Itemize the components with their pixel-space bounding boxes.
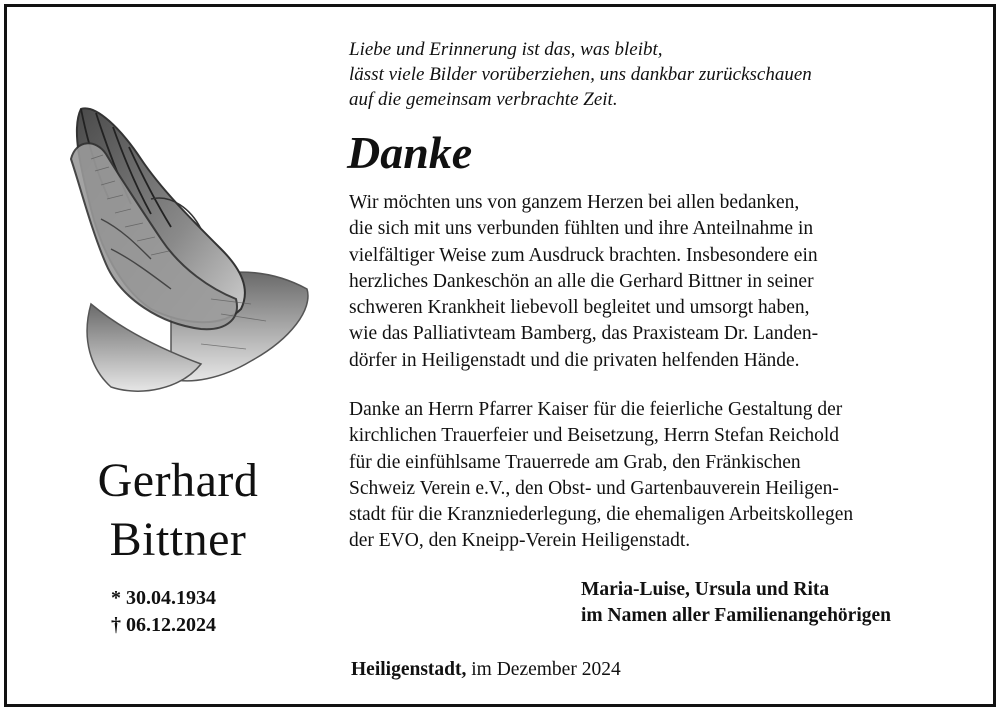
praying-hands-icon	[51, 99, 315, 399]
text-line: schweren Krankheit liebevoll begleitet und umsorgt haben,	[349, 297, 810, 319]
family-signature	[581, 577, 891, 629]
place-date: im Dezember 2024	[466, 659, 621, 680]
birth-date: * 30.04.1934	[111, 587, 216, 609]
place-and-date	[351, 657, 621, 683]
text-line: stadt für die Kranzniederlegung, die ehemaligen Arbeitskollegen	[349, 504, 854, 526]
thanks-paragraph-1	[349, 190, 818, 374]
text-line: herzliches Dankeschön an alle die Gerhard Bittner in seiner	[349, 270, 814, 292]
thanks-paragraph-2	[349, 397, 853, 555]
text-line: für die einfühlsame Trauerrede am Grab, den Fränkischen	[349, 451, 801, 473]
signature-family: im Namen aller Familienangehörigen	[581, 605, 891, 626]
text-line: kirchlichen Trauerfeier und Beisetzung, Herrn Stefan Reichold	[349, 425, 840, 447]
text-line: der EVO, den Kneipp-Verein Heiligenstadt.	[349, 530, 691, 552]
signature-names: Maria-Luise, Ursula und Rita	[581, 579, 830, 600]
poem-line: auf die gemeinsam verbrachte Zeit.	[349, 89, 618, 110]
text-line: die sich mit uns verbunden fühlten und ihre Anteilnahme in	[349, 218, 814, 240]
memorial-poem	[349, 37, 812, 112]
text-line: Wir möchten uns von ganzem Herzen bei allen bedanken,	[349, 192, 800, 213]
place-city: Heiligenstadt,	[351, 659, 467, 680]
text-line: dörfer in Heiligenstadt und die privaten helfenden Hände.	[349, 349, 800, 371]
obituary-card	[4, 4, 996, 707]
page-title: Danke	[347, 127, 473, 178]
poem-line: lässt viele Bilder vorüberziehen, uns dankbar zurückschauen	[349, 64, 812, 85]
life-dates	[111, 585, 216, 639]
text-line: Schweiz Verein e.V., den Obst- und Gartenbauverein Heiligen-	[349, 477, 839, 499]
text-line: wie das Palliativteam Bamberg, das Praxisteam Dr. Landen-	[349, 323, 819, 345]
text-line: Danke an Herrn Pfarrer Kaiser für die feierliche Gestaltung der	[349, 399, 843, 420]
deceased-last-name: Bittner	[109, 513, 247, 566]
text-line: vielfältiger Weise zum Ausdruck brachten. Insbesondere ein	[349, 244, 818, 266]
death-date: † 06.12.2024	[111, 614, 216, 636]
poem-line: Liebe und Erinnerung ist das, was bleibt,	[349, 39, 663, 60]
deceased-first-name: Gerhard	[97, 454, 259, 507]
